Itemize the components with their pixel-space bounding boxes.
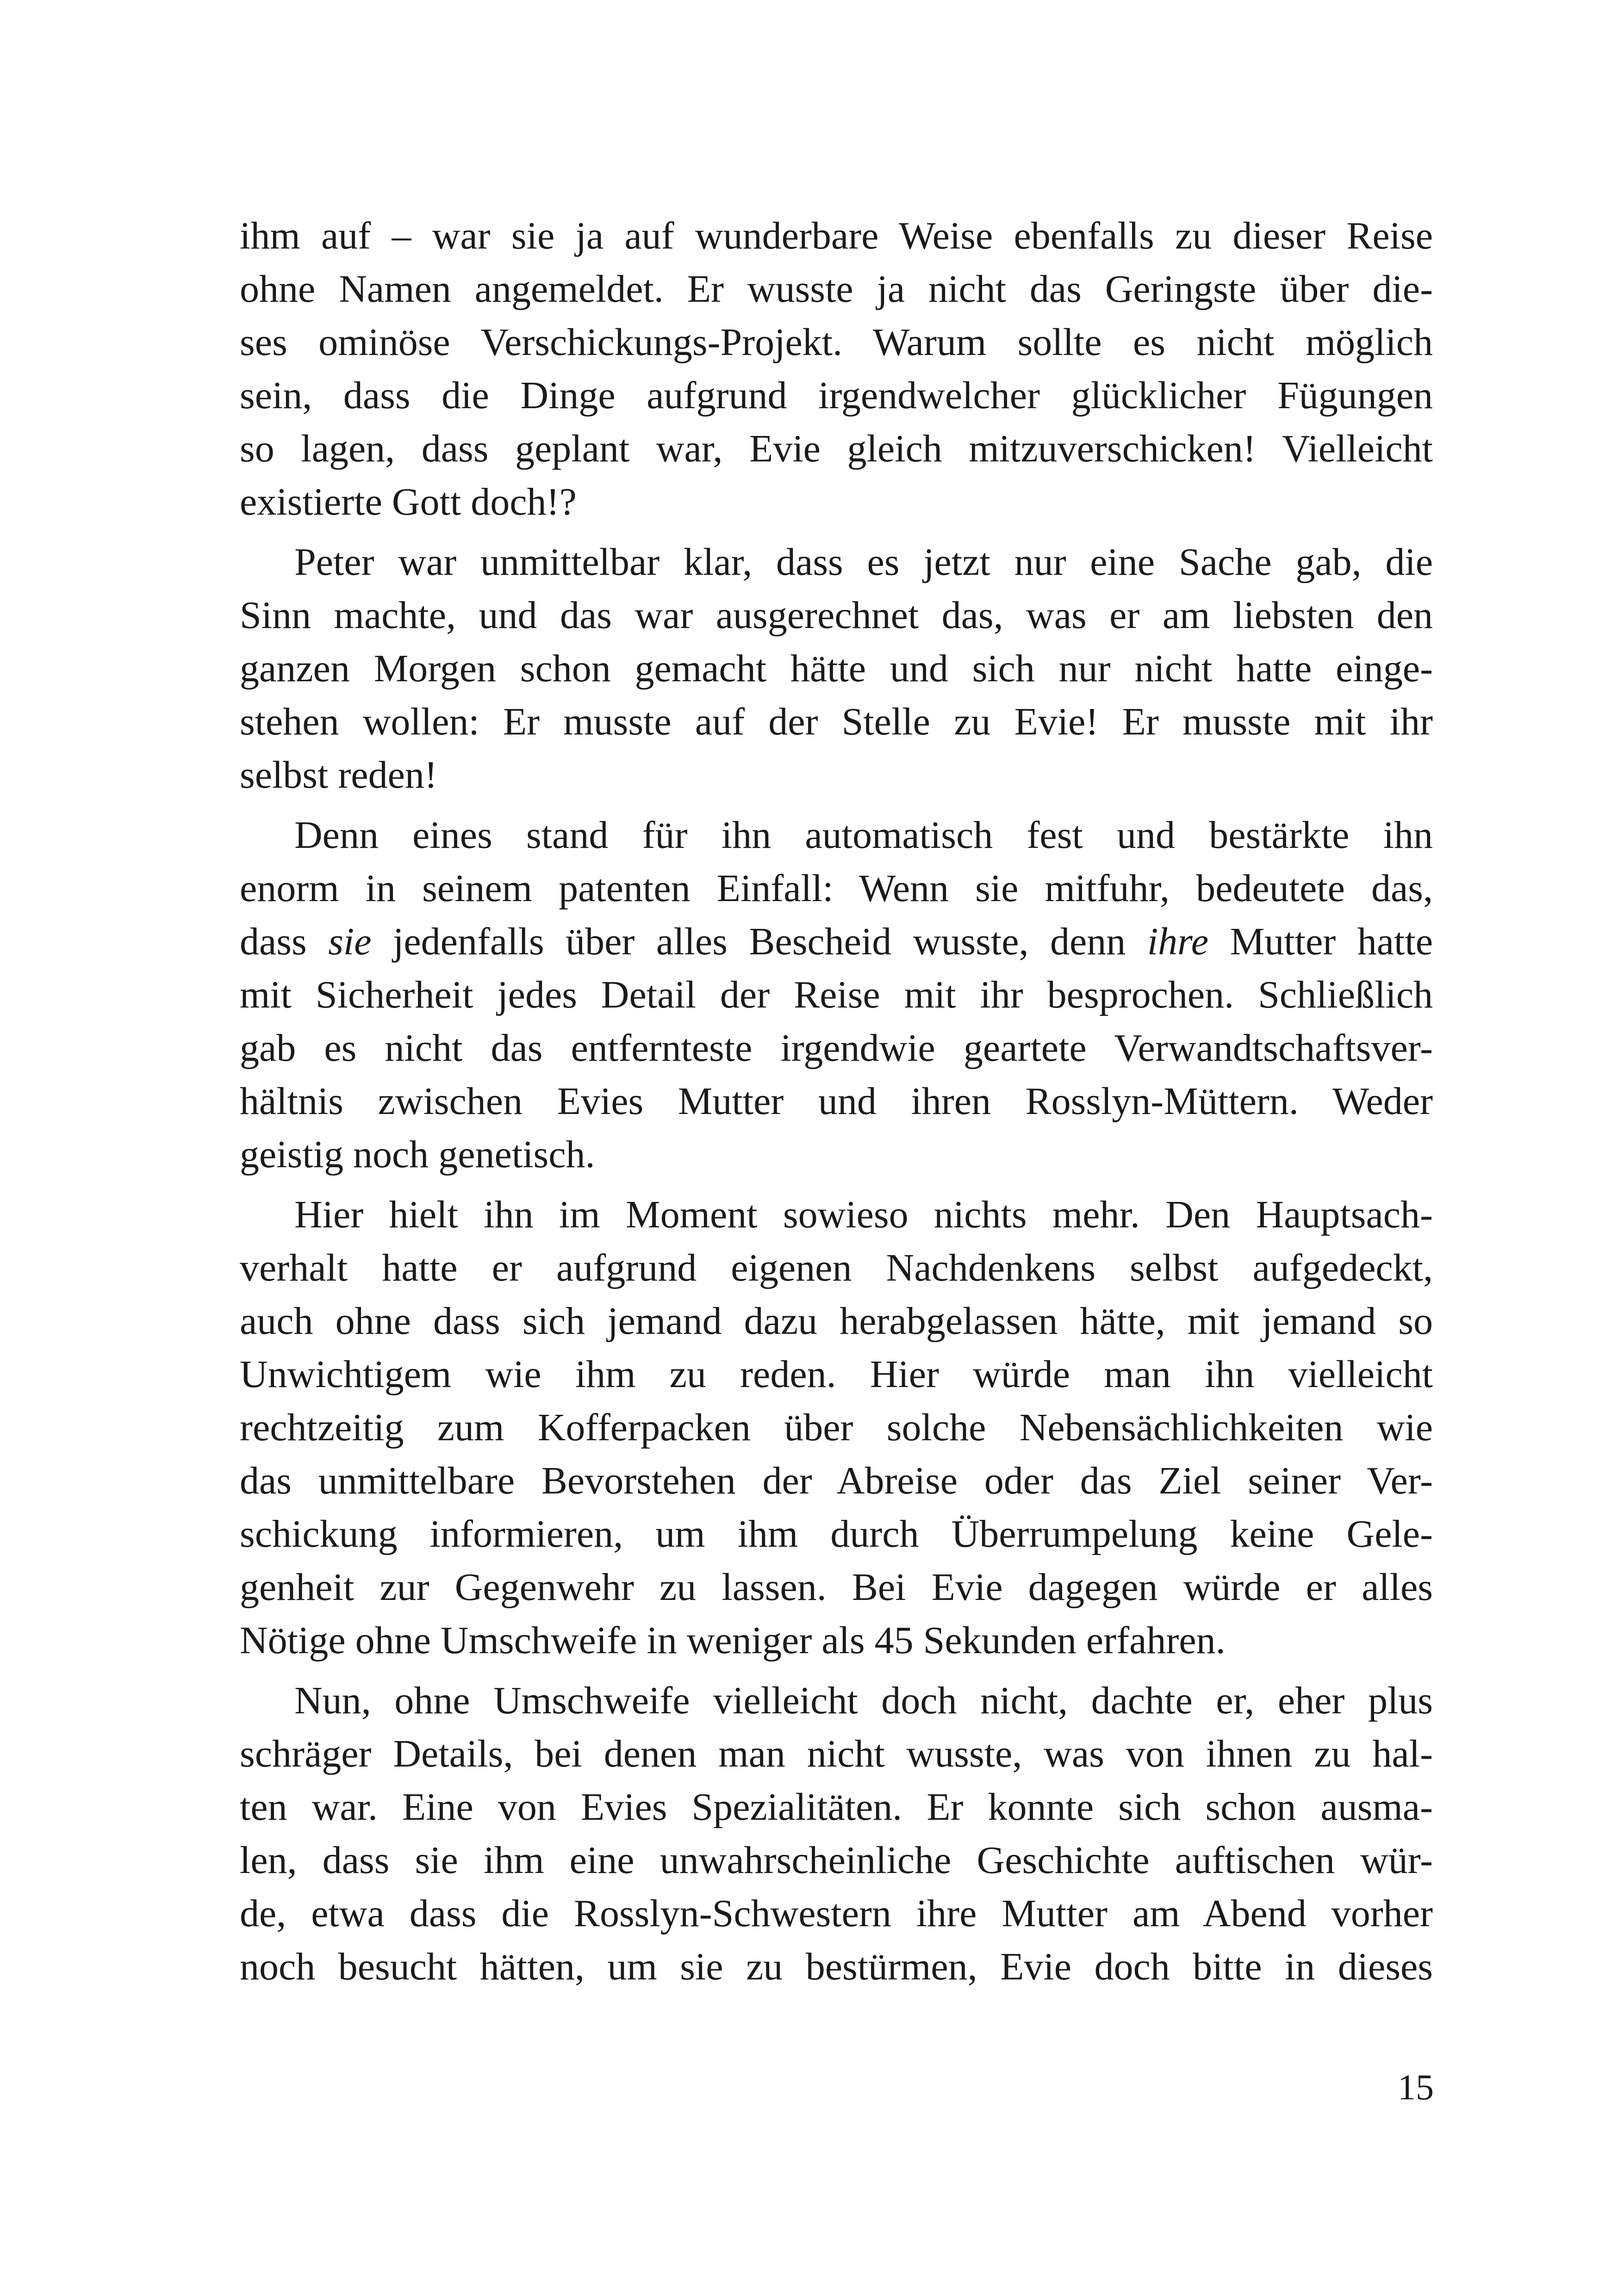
text-line bbox=[240, 1727, 1433, 1780]
text-line bbox=[240, 642, 1433, 695]
text-line bbox=[240, 968, 1433, 1021]
text-segment: Unwichtigem wie ihm zu reden. Hier würde man ihn vielleicht bbox=[240, 1353, 1433, 1396]
text-line bbox=[240, 1780, 1433, 1834]
text-segment: stehen wollen: Er musste auf der Stelle zu Evie! Er musste mit ihr bbox=[240, 700, 1433, 743]
text-line bbox=[240, 809, 1433, 862]
text-segment: so lagen, dass geplant war, Evie gleich mitzuverschicken! Vielleicht bbox=[240, 427, 1433, 470]
text-line bbox=[240, 1021, 1433, 1075]
text-line bbox=[240, 1834, 1433, 1887]
paragraph bbox=[240, 209, 1433, 529]
paragraph bbox=[240, 535, 1433, 802]
text-line bbox=[240, 1075, 1433, 1128]
text-line bbox=[240, 535, 1433, 589]
text-line bbox=[240, 369, 1433, 422]
text-line bbox=[240, 1614, 1433, 1667]
text-segment: de, etwa dass die Rosslyn-Schwestern ihre Mutter am Abend vorher bbox=[240, 1892, 1433, 1935]
text-line bbox=[240, 1241, 1433, 1294]
text-segment: jedenfalls über alles Bescheid wusste, denn bbox=[371, 920, 1147, 963]
paragraph bbox=[240, 809, 1433, 1181]
text-segment: gab es nicht das entfernteste irgendwie geartete Verwandtschaftsver- bbox=[240, 1027, 1433, 1070]
text-segment: ganzen Morgen schon gemacht hätte und sich nur nicht hatte einge- bbox=[240, 647, 1433, 690]
text-segment: selbst reden! bbox=[240, 753, 437, 796]
text-line bbox=[240, 748, 1433, 802]
text-segment: Denn eines stand für ihn automatisch fest und bestärkte ihn bbox=[294, 814, 1433, 857]
text-segment: sein, dass die Dinge aufgrund irgendwelcher glücklicher Fügungen bbox=[240, 374, 1433, 417]
text-segment: enorm in seinem patenten Einfall: Wenn sie mitfuhr, bedeutete das, bbox=[240, 867, 1433, 910]
text-segment: noch besucht hätten, um sie zu bestürmen, Evie doch bitte in dieses bbox=[240, 1945, 1433, 1988]
paragraph-gap bbox=[240, 1181, 1433, 1188]
text-line bbox=[240, 695, 1433, 748]
text-line bbox=[240, 1940, 1433, 1993]
paragraph bbox=[240, 1188, 1433, 1667]
text-segment: Peter war unmittelbar klar, dass es jetzt nur eine Sache gab, die bbox=[294, 541, 1433, 584]
paragraph-gap bbox=[240, 529, 1433, 535]
text-segment: Nun, ohne Umschweife vielleicht doch nicht, dachte er, eher plus bbox=[294, 1679, 1433, 1722]
text-line bbox=[240, 1401, 1433, 1454]
text-segment: ten war. Eine von Evies Spezialitäten. Er konnte sich schon ausma- bbox=[240, 1786, 1433, 1829]
text-line bbox=[240, 589, 1433, 642]
text-segment: schickung informieren, um ihm durch Überrumpelung keine Gele- bbox=[240, 1512, 1433, 1556]
text-line bbox=[240, 1348, 1433, 1401]
text-segment: geistig noch genetisch. bbox=[240, 1133, 595, 1176]
text-line bbox=[240, 1887, 1433, 1940]
text-segment: das unmittelbare Bevorstehen der Abreise oder das Ziel seiner Ver- bbox=[240, 1459, 1433, 1502]
text-line bbox=[240, 1128, 1433, 1181]
page-number: 15 bbox=[1398, 2067, 1434, 2107]
text-line bbox=[240, 862, 1433, 915]
text-segment: ohne Namen angemeldet. Er wusste ja nicht das Geringste über die- bbox=[240, 268, 1433, 311]
text-segment: hältnis zwischen Evies Mutter und ihren Rosslyn-Müttern. Weder bbox=[240, 1080, 1433, 1123]
body-text bbox=[240, 209, 1433, 1993]
text-line bbox=[240, 1294, 1433, 1348]
paragraph-gap bbox=[240, 1667, 1433, 1674]
emphasized-word: ihre bbox=[1147, 920, 1209, 963]
text-line bbox=[240, 1561, 1433, 1614]
text-line bbox=[240, 475, 1433, 529]
paragraph-gap bbox=[240, 802, 1433, 809]
text-line bbox=[240, 1188, 1433, 1241]
text-segment: Hier hielt ihn im Moment sowieso nichts mehr. Den Hauptsach- bbox=[294, 1193, 1433, 1236]
text-segment: len, dass sie ihm eine unwahrscheinliche Geschichte auftischen wür- bbox=[240, 1839, 1433, 1882]
text-line bbox=[240, 262, 1433, 316]
text-line bbox=[240, 915, 1433, 968]
text-line bbox=[240, 316, 1433, 369]
emphasized-word: sie bbox=[328, 920, 372, 963]
text-segment: ihm auf – war sie ja auf wunderbare Weise ebenfalls zu dieser Reise bbox=[240, 214, 1433, 257]
text-line bbox=[240, 1507, 1433, 1561]
text-segment: mit Sicherheit jedes Detail der Reise mit ihr besprochen. Schließlich bbox=[240, 973, 1433, 1016]
text-segment: auch ohne dass sich jemand dazu herabgelassen hätte, mit jemand so bbox=[240, 1300, 1433, 1343]
text-segment: existierte Gott doch!? bbox=[240, 480, 577, 523]
text-line bbox=[240, 1454, 1433, 1507]
text-segment: Sinn machte, und das war ausgerechnet das, was er am liebsten den bbox=[240, 594, 1433, 637]
text-segment: verhalt hatte er aufgrund eigenen Nachdenkens selbst aufgedeckt, bbox=[240, 1246, 1433, 1289]
text-segment: Nötige ohne Umschweife in weniger als 45 Sekunden erfahren. bbox=[240, 1619, 1226, 1662]
text-segment: Mutter hatte bbox=[1208, 920, 1433, 963]
text-segment: ses ominöse Verschickungs-Projekt. Warum sollte es nicht möglich bbox=[240, 321, 1433, 364]
text-segment: schräger Details, bei denen man nicht wusste, was von ihnen zu hal- bbox=[240, 1732, 1433, 1775]
text-segment: genheit zur Gegenwehr zu lassen. Bei Evie dagegen würde er alles bbox=[240, 1566, 1433, 1609]
paragraph bbox=[240, 1674, 1433, 1993]
text-line bbox=[240, 1674, 1433, 1727]
text-line bbox=[240, 422, 1433, 475]
text-line bbox=[240, 209, 1433, 262]
text-segment: rechtzeitig zum Kofferpacken über solche Nebensächlichkeiten wie bbox=[240, 1406, 1433, 1449]
text-segment: dass bbox=[240, 920, 329, 963]
